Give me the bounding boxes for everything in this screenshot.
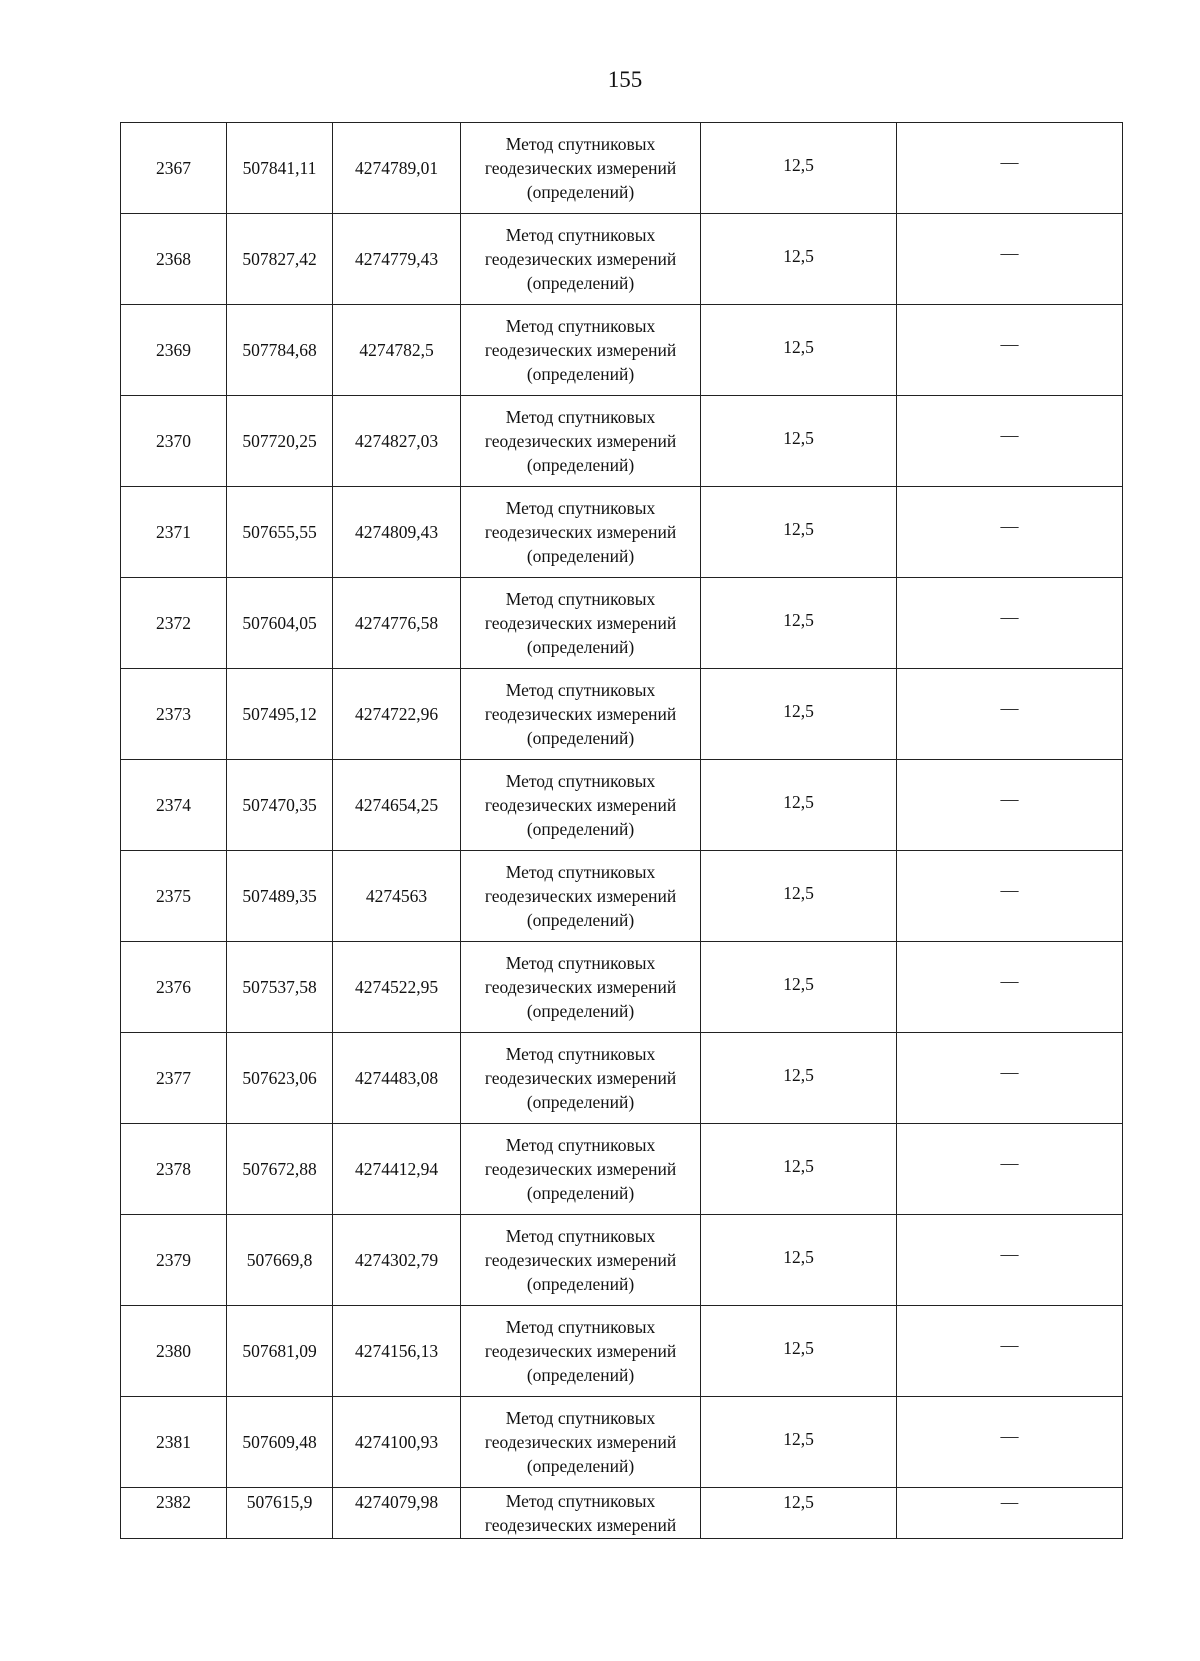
- method-line: Метод спутниковых: [505, 1408, 656, 1428]
- table-row: [121, 669, 1123, 760]
- method-line: Метод спутниковых: [505, 1491, 656, 1511]
- table-row: [121, 851, 1123, 942]
- coord-x: 507495,12: [227, 669, 333, 760]
- accuracy-value-cell: [701, 1306, 897, 1397]
- dash-mark-cell: [897, 1033, 1123, 1124]
- dash-mark-cell: [897, 578, 1123, 669]
- dash-mark: —: [1000, 1335, 1019, 1355]
- dash-mark: —: [1000, 607, 1019, 627]
- table-row: [121, 1124, 1123, 1215]
- method-line: (определений): [526, 728, 635, 748]
- accuracy-value-cell: [701, 214, 897, 305]
- method-line: Метод спутниковых: [505, 862, 656, 882]
- dash-mark-cell: [897, 669, 1123, 760]
- method-cell: [461, 578, 701, 669]
- point-number: 2371: [121, 487, 227, 578]
- accuracy-value: 12,5: [783, 246, 814, 266]
- coord-y: 4274156,13: [333, 1306, 461, 1397]
- method-line: геодезических измерений: [484, 522, 677, 542]
- method-line: Метод спутниковых: [505, 1226, 656, 1246]
- method-cell: [461, 123, 701, 214]
- accuracy-value-cell: [701, 851, 897, 942]
- dash-mark-cell: [897, 214, 1123, 305]
- table-row: [121, 1397, 1123, 1488]
- method-line: (определений): [526, 819, 635, 839]
- accuracy-value: 12,5: [783, 1065, 814, 1085]
- accuracy-value: 12,5: [783, 519, 814, 539]
- accuracy-value: 12,5: [701, 1488, 897, 1539]
- dash-mark-cell: [897, 760, 1123, 851]
- table-row: [121, 1033, 1123, 1124]
- point-number: 2379: [121, 1215, 227, 1306]
- coord-x: 507609,48: [227, 1397, 333, 1488]
- coord-y: 4274722,96: [333, 669, 461, 760]
- method-cell: [461, 760, 701, 851]
- coord-y: 4274302,79: [333, 1215, 461, 1306]
- method-line: геодезических измерений: [484, 158, 677, 178]
- method-line: (определений): [526, 1456, 635, 1476]
- dash-mark-cell: [897, 1397, 1123, 1488]
- table-row: [121, 396, 1123, 487]
- method-line: геодезических измерений: [484, 1341, 677, 1361]
- point-number: 2372: [121, 578, 227, 669]
- method-line: (определений): [526, 1274, 635, 1294]
- coord-y: 4274782,5: [333, 305, 461, 396]
- dash-mark: —: [1000, 243, 1019, 263]
- dash-mark: —: [1000, 789, 1019, 809]
- coord-x: 507841,11: [227, 123, 333, 214]
- point-number: 2382: [121, 1488, 227, 1539]
- method-line: геодезических измерений: [484, 431, 677, 451]
- dash-mark: —: [1000, 971, 1019, 991]
- method-cell: [461, 1488, 701, 1539]
- coord-y: 4274412,94: [333, 1124, 461, 1215]
- method-line: геодезических измерений: [484, 340, 677, 360]
- dash-mark-cell: [897, 851, 1123, 942]
- coordinates-table: [120, 122, 1123, 1539]
- point-number: 2376: [121, 942, 227, 1033]
- coord-x: 507720,25: [227, 396, 333, 487]
- accuracy-value-cell: [701, 1033, 897, 1124]
- coord-y: 4274522,95: [333, 942, 461, 1033]
- method-line: Метод спутниковых: [505, 316, 656, 336]
- dash-mark: —: [1000, 880, 1019, 900]
- table-row: [121, 1488, 1123, 1539]
- method-line: Метод спутниковых: [505, 498, 656, 518]
- accuracy-value: 12,5: [783, 1338, 814, 1358]
- accuracy-value: 12,5: [783, 1247, 814, 1267]
- dash-mark-cell: [897, 487, 1123, 578]
- table-row: [121, 1306, 1123, 1397]
- method-line: (определений): [526, 1365, 635, 1385]
- method-line: геодезических измерений: [484, 704, 677, 724]
- method-line: геодезических измерений: [484, 1068, 677, 1088]
- method-line: Метод спутниковых: [505, 1317, 656, 1337]
- coord-y: 4274654,25: [333, 760, 461, 851]
- accuracy-value: 12,5: [783, 428, 814, 448]
- point-number: 2367: [121, 123, 227, 214]
- coord-y: 4274483,08: [333, 1033, 461, 1124]
- accuracy-value-cell: [701, 1124, 897, 1215]
- accuracy-value: 12,5: [783, 337, 814, 357]
- method-line: (определений): [526, 910, 635, 930]
- accuracy-value-cell: [701, 1215, 897, 1306]
- method-line: (определений): [526, 1001, 635, 1021]
- method-line: Метод спутниковых: [505, 225, 656, 245]
- coord-y: 4274827,03: [333, 396, 461, 487]
- accuracy-value: 12,5: [783, 701, 814, 721]
- accuracy-value: 12,5: [783, 610, 814, 630]
- point-number: 2375: [121, 851, 227, 942]
- table-row: [121, 487, 1123, 578]
- point-number: 2381: [121, 1397, 227, 1488]
- method-cell: [461, 305, 701, 396]
- accuracy-value-cell: [701, 1397, 897, 1488]
- method-cell: [461, 1397, 701, 1488]
- method-line: геодезических измерений: [484, 1250, 677, 1270]
- method-cell: [461, 851, 701, 942]
- coord-x: 507615,9: [227, 1488, 333, 1539]
- method-cell: [461, 487, 701, 578]
- accuracy-value-cell: [701, 578, 897, 669]
- method-line: (определений): [526, 273, 635, 293]
- accuracy-value: 12,5: [783, 1429, 814, 1449]
- coord-x: 507655,55: [227, 487, 333, 578]
- method-cell: [461, 1124, 701, 1215]
- coord-x: 507672,88: [227, 1124, 333, 1215]
- table-row: [121, 1215, 1123, 1306]
- method-line: геодезических измерений: [484, 886, 677, 906]
- method-cell: [461, 396, 701, 487]
- dash-mark: —: [1000, 1062, 1019, 1082]
- method-line: Метод спутниковых: [505, 1044, 656, 1064]
- method-line: геодезических измерений: [484, 795, 677, 815]
- coord-x: 507784,68: [227, 305, 333, 396]
- coord-y: 4274079,98: [333, 1488, 461, 1539]
- coord-y: 4274563: [333, 851, 461, 942]
- accuracy-value-cell: [701, 396, 897, 487]
- dash-mark: —: [1000, 516, 1019, 536]
- coord-x: 507489,35: [227, 851, 333, 942]
- accuracy-value: 12,5: [783, 155, 814, 175]
- method-line: Метод спутниковых: [505, 680, 656, 700]
- method-cell: [461, 214, 701, 305]
- dash-mark: —: [1000, 334, 1019, 354]
- method-line: (определений): [526, 1092, 635, 1112]
- accuracy-value-cell: [701, 942, 897, 1033]
- dash-mark-cell: [897, 1124, 1123, 1215]
- coord-y: 4274776,58: [333, 578, 461, 669]
- method-line: Метод спутниковых: [505, 589, 656, 609]
- accuracy-value-cell: [701, 487, 897, 578]
- method-line: (определений): [526, 364, 635, 384]
- coord-y: 4274789,01: [333, 123, 461, 214]
- method-cell: [461, 942, 701, 1033]
- method-line: (определений): [526, 1183, 635, 1203]
- page-number: 155: [607, 67, 643, 92]
- dash-mark: —: [1000, 1426, 1019, 1446]
- method-line: геодезических измерений: [484, 977, 677, 997]
- point-number: 2368: [121, 214, 227, 305]
- method-line: Метод спутниковых: [505, 1135, 656, 1155]
- accuracy-value: 12,5: [783, 883, 814, 903]
- accuracy-value-cell: [701, 669, 897, 760]
- dash-mark-cell: [897, 123, 1123, 214]
- coord-y: 4274779,43: [333, 214, 461, 305]
- method-line: (определений): [526, 455, 635, 475]
- table-row: [121, 760, 1123, 851]
- dash-mark-cell: [897, 396, 1123, 487]
- accuracy-value-cell: [701, 123, 897, 214]
- coord-y: 4274100,93: [333, 1397, 461, 1488]
- dash-mark: —: [897, 1488, 1123, 1539]
- coord-x: 507681,09: [227, 1306, 333, 1397]
- method-line: геодезических измерений: [484, 1432, 677, 1452]
- table-row: [121, 942, 1123, 1033]
- method-cell: [461, 1033, 701, 1124]
- accuracy-value-cell: [701, 305, 897, 396]
- method-line: Метод спутниковых: [505, 953, 656, 973]
- point-number: 2373: [121, 669, 227, 760]
- coord-x: 507623,06: [227, 1033, 333, 1124]
- point-number: 2377: [121, 1033, 227, 1124]
- table-row: [121, 123, 1123, 214]
- dash-mark: —: [1000, 425, 1019, 445]
- dash-mark-cell: [897, 942, 1123, 1033]
- dash-mark: —: [1000, 698, 1019, 718]
- point-number: 2370: [121, 396, 227, 487]
- method-cell: [461, 1215, 701, 1306]
- method-line: Метод спутниковых: [505, 771, 656, 791]
- dash-mark-cell: [897, 1306, 1123, 1397]
- table-row: [121, 578, 1123, 669]
- accuracy-value: 12,5: [783, 792, 814, 812]
- method-line: геодезических измерений: [484, 1159, 677, 1179]
- accuracy-value: 12,5: [783, 1156, 814, 1176]
- method-cell: [461, 1306, 701, 1397]
- method-line: геодезических измерений: [484, 613, 677, 633]
- dash-mark-cell: [897, 1215, 1123, 1306]
- point-number: 2378: [121, 1124, 227, 1215]
- dash-mark: —: [1000, 152, 1019, 172]
- coord-x: 507470,35: [227, 760, 333, 851]
- accuracy-value: 12,5: [783, 974, 814, 994]
- method-line: геодезических измерений: [484, 1515, 677, 1535]
- point-number: 2369: [121, 305, 227, 396]
- point-number: 2374: [121, 760, 227, 851]
- method-line: (определений): [526, 546, 635, 566]
- method-line: Метод спутниковых: [505, 407, 656, 427]
- method-line: (определений): [526, 182, 635, 202]
- coord-x: 507537,58: [227, 942, 333, 1033]
- method-cell: [461, 669, 701, 760]
- accuracy-value-cell: [701, 760, 897, 851]
- dash-mark-cell: [897, 305, 1123, 396]
- dash-mark: —: [1000, 1153, 1019, 1173]
- dash-mark: —: [1000, 1244, 1019, 1264]
- method-line: Метод спутниковых: [505, 134, 656, 154]
- method-line: (определений): [526, 637, 635, 657]
- point-number: 2380: [121, 1306, 227, 1397]
- method-line: геодезических измерений: [484, 249, 677, 269]
- table-body: [121, 123, 1123, 1539]
- table-row: [121, 305, 1123, 396]
- coord-x: 507827,42: [227, 214, 333, 305]
- coord-y: 4274809,43: [333, 487, 461, 578]
- coord-x: 507669,8: [227, 1215, 333, 1306]
- table-row: [121, 214, 1123, 305]
- coord-x: 507604,05: [227, 578, 333, 669]
